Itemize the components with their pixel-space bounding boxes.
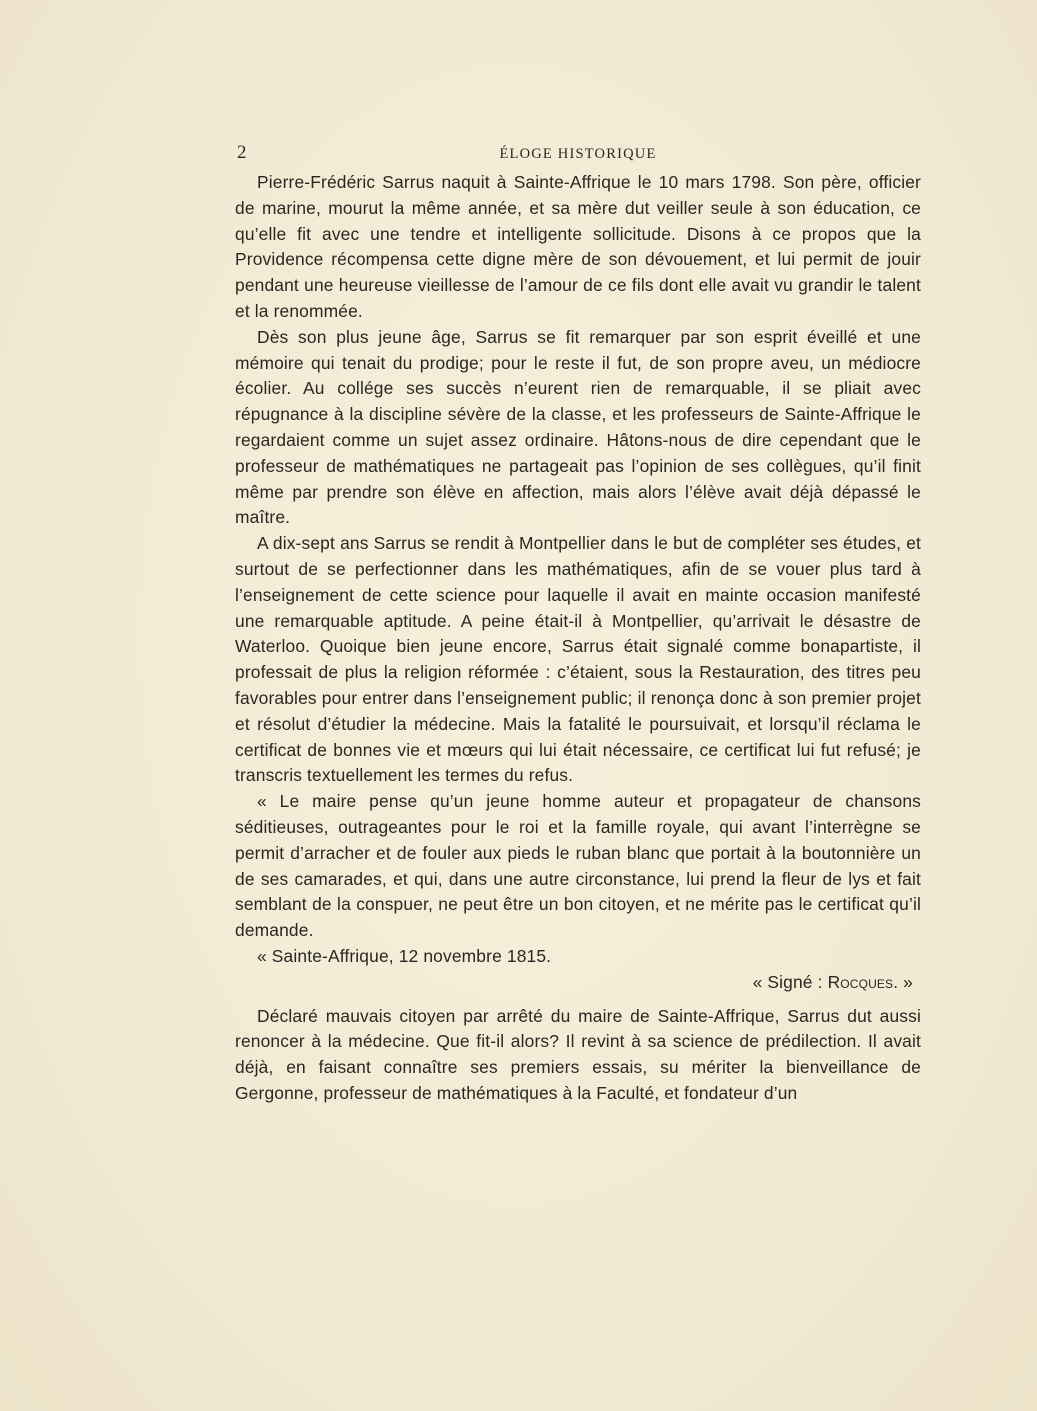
signature-name: Rocques — [827, 971, 894, 992]
quote-place-date: « Sainte-Affrique, 12 novembre 1815. — [257, 945, 552, 966]
page-number: 2 — [237, 142, 247, 163]
paragraph-montpellier: A dix-sept ans Sarrus se rendit à Montpellier dans le but de compléter ses études, et surtout de se perfectionner dans les mathématiques, afin de se vouer plus tard à l’enseignement de cette science pour laquelle il avait en mainte occasion manifesté une remarquable aptitude. A peine était-il à Montpellier, qu’arrivait le désastre de Waterloo. Quoique bien jeune encore, Sarrus était signalé comme bonapartiste, il professait de plus la religion réformée : c’étaient, sous la Restauration, des titres peu favorables pour entrer dans l’enseignement public; il renonça donc à son premier projet et résolut d’étudier la médecine. Mais la fatalité le poursuivait, et lorsqu’il réclama le certificat de bonnes vie et mœurs qui lui était nécessaire, ce certificat lui fut refusé; je transcris textuellement les termes du refus. — [235, 533, 921, 786]
quote-signature — [235, 970, 921, 996]
paragraph-gergonne: Déclaré mauvais citoyen par arrêté du maire de Sainte-Affrique, Sarrus dut aussi renoncer à la médecine. Que fit-il alors? Il revint à sa science de prédilection. Il avait déjà, en faisant connaître ses premiers essais, su mériter la bienveillance de Gergonne, professeur de mathématiques à la Faculté, et fondateur d’un — [235, 1005, 921, 1103]
paragraph-youth: Dès son plus jeune âge, Sarrus se fit remarquer par son esprit éveillé et une mémoire qui tenait du prodige; pour le reste il fut, de son propre aveu, un médiocre écolier. Au collége ses succès n’eurent rien de remarquable, il se pliait avec répugnance à la discipline sévère de la classe, et les professeurs de Sainte-Affrique le regardaient comme un sujet assez ordinaire. Hâtons-nous de dire cependant que le professeur de mathématiques ne partageait pas l’opinion de ses collègues, qu’il finit même par prendre son élève en affection, mais alors l’élève avait déjà dépassé le maître. — [235, 326, 921, 528]
signature-prefix: « Signé : — [752, 971, 828, 992]
running-title: ÉLOGE HISTORIQUE — [499, 146, 657, 162]
quoted-refusal: « Le maire pense qu’un jeune homme auteur et propagateur de chansons séditieuses, outrageantes pour le roi et la famille royale, qui avant l’interrègne se permit d’arracher et de fouler aux pieds le ruban blanc que portait à la boutonnière un de ses camarades, et qui, dans une autre circonstance, lui prend la fleur de lys et fait semblant de la conspuer, ne peut être un bon citoyen, et ne mérite pas le certificat qu’il demande. — [235, 791, 921, 941]
paragraph-birth: Pierre-Frédéric Sarrus naquit à Sainte-Affrique le 10 mars 1798. Son père, officier de marine, mourut la même année, et sa mère dut veiller seule à son éducation, ce qu’elle fit avec une tendre et intelligente sollicitude. Disons à ce propos que la Providence récompensa cette digne mère de son dévouement, et lui permit de jouir pendant une heureuse vieillesse de l’amour de ce fils dont elle avait vu grandir le talent et la renommée. — [235, 172, 921, 321]
signature-suffix: . » — [893, 971, 913, 992]
body-text — [235, 170, 921, 1107]
page-header — [235, 142, 921, 164]
